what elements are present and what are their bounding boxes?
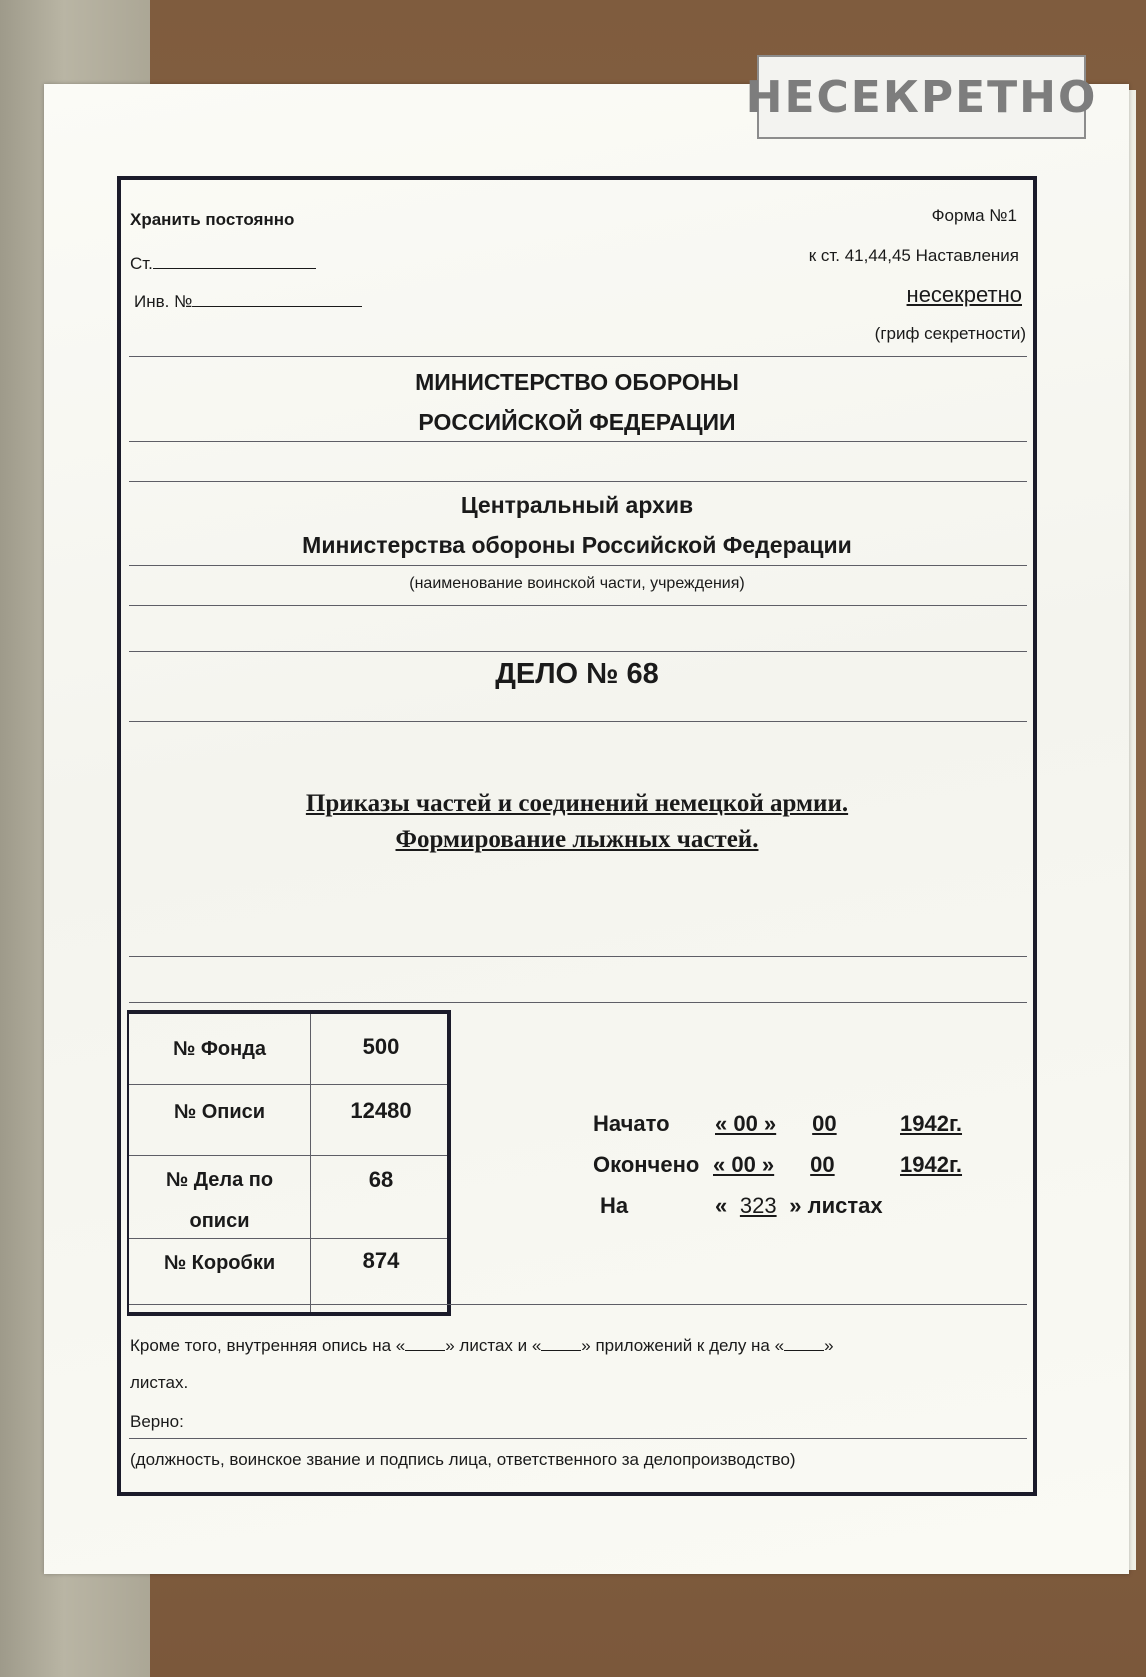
divider [129, 721, 1027, 722]
started-month: 00 [812, 1111, 837, 1136]
started-date [715, 1111, 895, 1137]
table-divider [129, 1155, 447, 1156]
divider [129, 605, 1027, 606]
inventory-number-label: № Описи [173, 1101, 266, 1123]
case-subject-line-2: Формирование лыжных частей. [395, 826, 759, 853]
inventory-note-line-2: листах. [130, 1373, 189, 1392]
sheets-count: 323 [739, 1193, 777, 1218]
started-label: Начато [593, 1111, 670, 1136]
instruction-reference: к ст. 41,44,45 Наставления [808, 246, 1019, 265]
inv-blank [192, 288, 362, 307]
fund-number-value: 500 [362, 1034, 400, 1059]
case-number-value: 68 [368, 1167, 394, 1192]
started-year: 1942г. [900, 1111, 963, 1136]
ended-date [713, 1152, 893, 1178]
divider [129, 956, 1027, 957]
divider [129, 441, 1027, 442]
st-field [130, 250, 316, 274]
inv-field [134, 288, 362, 312]
box-number-value: 874 [362, 1248, 400, 1273]
archive-line-2: Министерства обороны Российской Федерации [302, 532, 852, 558]
archive-line-1: Центральный архив [460, 492, 694, 518]
st-label: Ст. [130, 254, 153, 273]
started-day: « 00 » [715, 1111, 777, 1136]
divider [129, 481, 1027, 482]
case-title: ДЕЛО № 68 [495, 658, 659, 690]
divider [129, 1304, 1027, 1305]
keep-permanently-label: Хранить постоянно [130, 210, 295, 229]
fund-number-label: № Фонда [172, 1038, 267, 1060]
signature-caption: (должность, воинское звание и подпись лица, ответственного за делопроизводство) [130, 1450, 796, 1469]
sheets-label: На [600, 1193, 629, 1218]
ministry-line-2: РОССИЙСКОЙ ФЕДЕРАЦИИ [418, 409, 736, 435]
ended-label: Окончено [593, 1152, 700, 1177]
classification-value: несекретно [906, 282, 1022, 307]
sheets-count-field: « 323 » листах [715, 1193, 883, 1218]
classification-caption: (гриф секретности) [874, 324, 1026, 343]
table-divider [129, 1238, 447, 1239]
archive-caption: (наименование воинской части, учреждения) [409, 575, 745, 592]
declassified-stamp: НЕСЕКРЕТНО [757, 55, 1086, 139]
divider [129, 565, 1027, 566]
ended-month: 00 [810, 1152, 835, 1177]
ended-year: 1942г. [900, 1152, 963, 1177]
registry-table [127, 1010, 451, 1316]
inv-label: Инв. № [134, 292, 193, 311]
ended-day: « 00 » [713, 1152, 775, 1177]
case-number-label-line-2: описи [189, 1210, 250, 1232]
verified-label: Верно: [130, 1412, 184, 1431]
case-number-label-line-1: № Дела по [165, 1169, 274, 1191]
st-blank [153, 250, 316, 269]
form-number: Форма №1 [931, 206, 1017, 225]
case-cover-form [117, 176, 1037, 1496]
inventory-note: Кроме того, внутренняя опись на « » листах и « » приложений к делу на « » [130, 1332, 1025, 1356]
divider [129, 356, 1027, 357]
table-divider [129, 1084, 447, 1085]
ministry-line-1: МИНИСТЕРСТВО ОБОРОНЫ [415, 369, 739, 395]
divider [129, 1002, 1027, 1003]
case-subject-line-1: Приказы частей и соединений немецкой армии. [305, 790, 849, 817]
inventory-number-value: 12480 [350, 1098, 412, 1123]
box-number-label: № Коробки [163, 1252, 276, 1274]
divider [129, 651, 1027, 652]
divider [129, 1438, 1027, 1439]
